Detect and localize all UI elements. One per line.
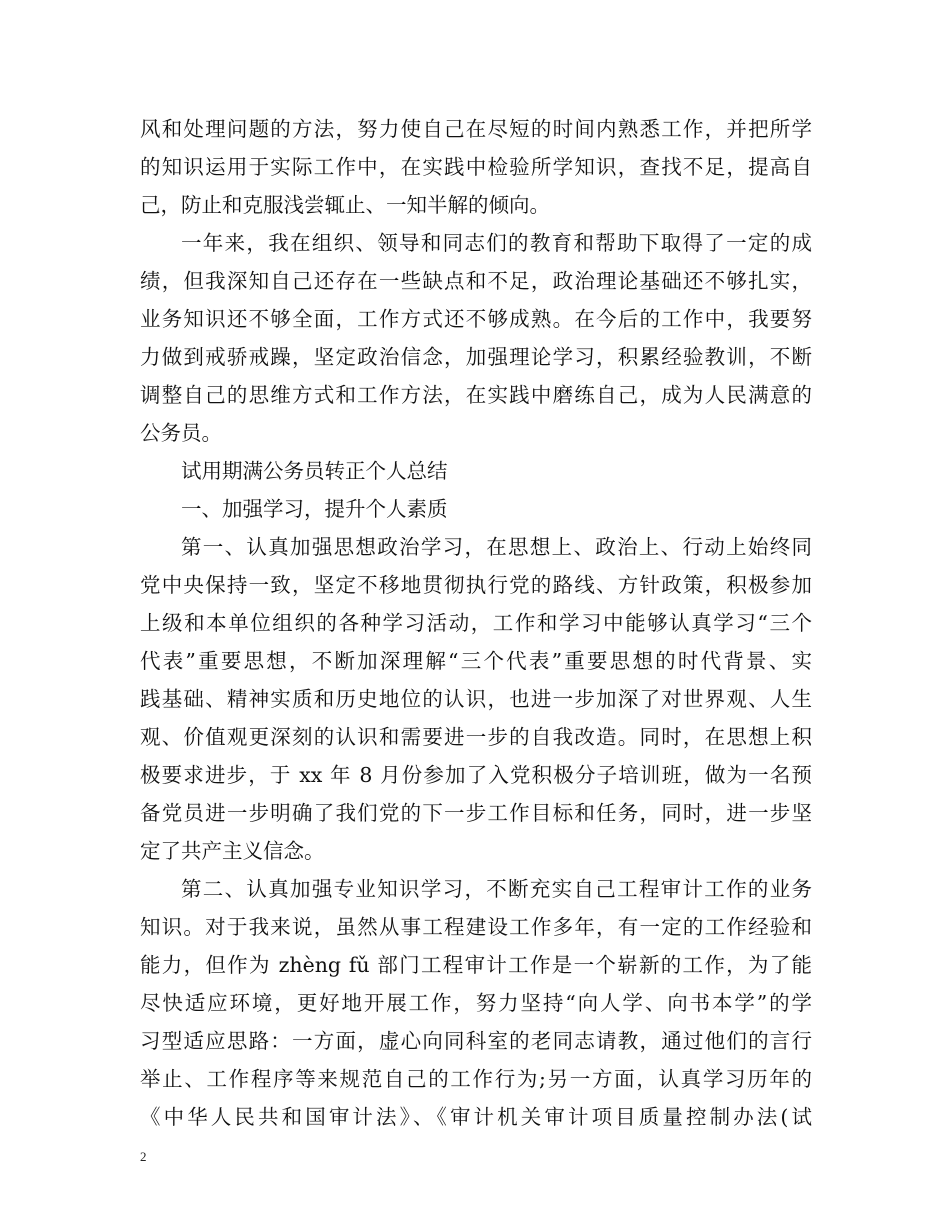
text-line: 己，防止和克服浅尝辄止、一知半解的倾向。: [140, 193, 550, 217]
text-line: 上级和本单位组织的各种学习活动，工作和学习中能够认真学习“三个: [140, 611, 812, 635]
text-line: 绩，但我深知自己还存在一些缺点和不足，政治理论基础还不够扎实，: [140, 269, 812, 293]
text-line: 定了共产主义信念。: [140, 839, 325, 863]
text-line: 的知识运用于实际工作中，在实践中检验所学知识，查找不足，提高自: [140, 155, 812, 179]
text-line: 代表”重要思想，不断加深理解“三个代表”重要思想的时代背景、实: [140, 649, 812, 673]
text-line: 知识。对于我来说，虽然从事工程建设工作多年，有一定的工作经验和: [140, 915, 812, 939]
text-line: 尽快适应环境，更好地开展工作，努力坚持“向人学、向书本学”的学: [140, 991, 812, 1015]
text-line: 践基础、精神实质和历史地位的认识，也进一步加深了对世界观、人生: [140, 687, 812, 711]
text-line: 一年来，我在组织、领导和同志们的教育和帮助下取得了一定的成: [181, 231, 812, 255]
text-line: 风和处理问题的方法，努力使自己在尽短的时间内熟悉工作，并把所学: [140, 117, 812, 141]
text-line: 第二、认真加强专业知识学习，不断充实自己工程审计工作的业务: [181, 877, 812, 901]
text-line: 《中华人民共和国审计法》、《审计机关审计项目质量控制办法(试: [140, 1105, 812, 1129]
text-line: 公务员。: [140, 421, 222, 445]
section-title: 试用期满公务员转正个人总结: [181, 459, 448, 483]
text-line: 调整自己的思维方式和工作方法，在实践中磨练自己，成为人民满意的: [140, 383, 812, 407]
text-line: 力做到戒骄戒躁，坚定政治信念，加强理论学习，积累经验教训，不断: [140, 345, 812, 369]
text-line: 备党员进一步明确了我们党的下一步工作目标和任务，同时，进一步坚: [140, 801, 812, 825]
text-line: 党中央保持一致，坚定不移地贯彻执行党的路线、方针政策，积极参加: [140, 573, 812, 597]
text-line: 能力，但作为 zhèng fǔ 部门工程审计工作是一个崭新的工作，为了能: [140, 953, 812, 977]
text-line: 举止、工作程序等来规范自己的工作行为;另一方面，认真学习历年的: [140, 1067, 812, 1091]
document-body: [140, 110, 812, 1136]
text-line: 极要求进步，于 xx 年 8 月份参加了入党积极分子培训班，做为一名预: [140, 763, 812, 787]
text-line: 习型适应思路：一方面，虚心向同科室的老同志请教，通过他们的言行: [140, 1029, 812, 1053]
text-line: 业务知识还不够全面，工作方式还不够成熟。在今后的工作中，我要努: [140, 307, 812, 331]
text-line: 第一、认真加强思想政治学习，在思想上、政治上、行动上始终同: [181, 535, 812, 559]
page-number: 2: [140, 1149, 147, 1164]
text-line: 观、价值观更深刻的认识和需要进一步的自我改造。同时，在思想上积: [140, 725, 812, 749]
section-heading: 一、加强学习，提升个人素质: [181, 497, 448, 521]
